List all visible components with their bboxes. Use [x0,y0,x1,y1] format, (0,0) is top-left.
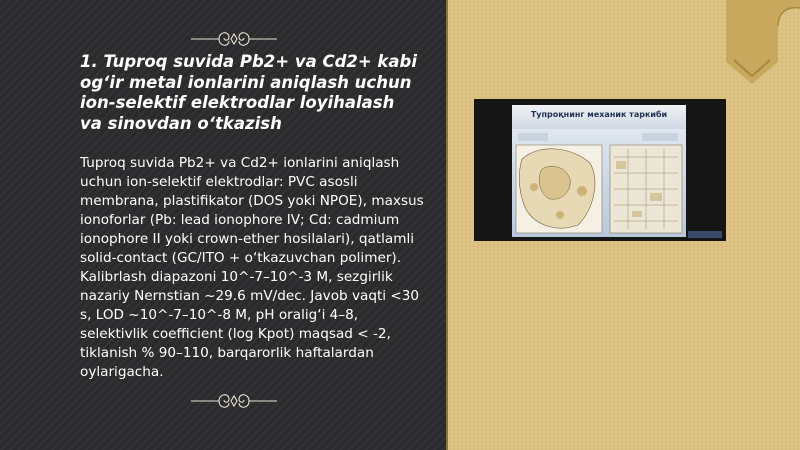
bottom-ornament-icon [189,390,279,412]
thumbnail-slide [512,105,686,237]
soil-diagram-image [512,129,686,237]
slide-title: 1. Tuproq suvida Pb2+ va Cd2+ kabi og‘ir metal ionlarini aniqlash uchun ion-selektif elektrodlar loyihalash va sinovdan o‘tkazish [80,52,418,133]
thumbnail-title: Тупроқнинг механик таркиби [530,110,668,119]
thumbnail-title-bar [512,105,686,129]
slide-thumbnail [474,99,726,241]
top-ornament-icon [189,28,279,50]
thumbnail-watermark [688,231,722,238]
bookmark-ribbon-icon [704,0,800,96]
slide-body-text: Tuproq suvida Pb2+ va Cd2+ ionlarini aniqlash uchun ion-selektif elektrodlar: PVC asosli membrana, plastifikator (DOS yoki NPOE), maxsus ionoforlar (Pb: lead ionophore IV; Cd: cadmium ionophore II yoki crown-ether hosilalari), qatlamli solid-contact (GC/ITO + o‘tkazuvchan polimer). Kalibrlash diapazoni 10^-7–10^-3 M, sezgirlik nazariy Nernstian ~29.6 mV/dec. Javob vaqti <30 s, LOD ~10^-7–10^-8 M, pH oralig‘i 4–8, selektivlik coefficient (log Kpot) maqsad < -2, tiklanish % 90–110, barqarorlik haftalardan oylarigacha. [80,155,424,380]
